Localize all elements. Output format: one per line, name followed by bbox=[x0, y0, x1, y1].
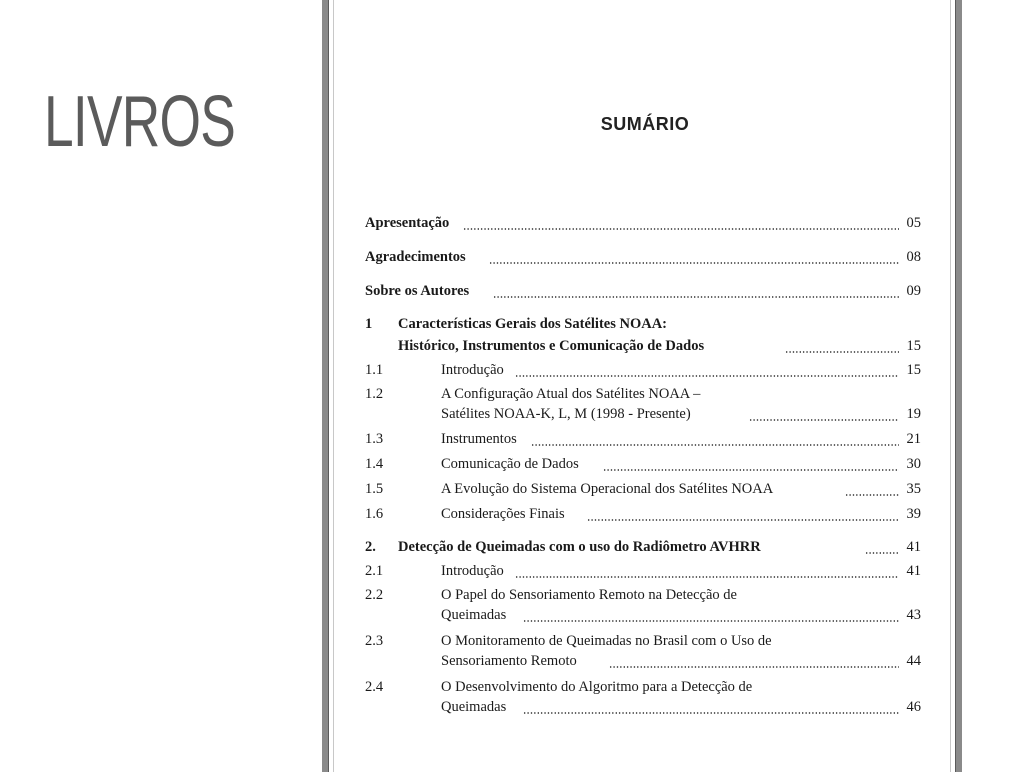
toc-page-number: 39 bbox=[904, 506, 922, 523]
toc-section-number: 1.4 bbox=[365, 456, 384, 472]
toc-entry bbox=[365, 249, 921, 269]
leader-dots bbox=[845, 494, 899, 496]
toc-page-number: 05 bbox=[904, 215, 922, 232]
toc-page-number: 08 bbox=[904, 249, 922, 266]
toc-entry-continuation bbox=[365, 653, 921, 673]
toc-section-entry bbox=[365, 587, 921, 607]
leader-dots bbox=[523, 712, 899, 714]
toc-entry-text: Histórico, Instrumentos e Comunicação de Dados bbox=[398, 338, 707, 355]
toc-entry-continuation bbox=[365, 338, 921, 358]
toc-section-entry bbox=[365, 456, 921, 476]
toc-page-number: 41 bbox=[904, 563, 922, 580]
toc-page-number: 19 bbox=[904, 406, 922, 423]
toc-section-entry bbox=[365, 481, 921, 501]
toc-entry-text: Sensoriamento Remoto bbox=[441, 653, 580, 670]
toc-entry-text: A Evolução do Sistema Operacional dos Satélites NOAA bbox=[441, 481, 776, 498]
toc-page-number: 43 bbox=[904, 607, 922, 624]
toc-entry-text: Agradecimentos bbox=[365, 249, 469, 266]
toc-entry-continuation bbox=[365, 607, 921, 627]
toc-chapter-number: 1 bbox=[365, 316, 373, 332]
toc-section-number: 1.2 bbox=[365, 386, 384, 402]
toc-section-number: 2.4 bbox=[365, 679, 384, 695]
toc-entry-text: Considerações Finais bbox=[441, 506, 568, 523]
page-heading: SUMÁRIO bbox=[600, 114, 690, 134]
toc-entry-text: Apresentação bbox=[365, 215, 452, 232]
leader-dots bbox=[609, 666, 899, 668]
toc-page-number: 35 bbox=[904, 481, 922, 498]
toc-section-entry bbox=[365, 431, 921, 451]
toc-entry-text: Queimadas bbox=[441, 699, 509, 716]
toc-entry bbox=[365, 215, 921, 235]
toc-section-number: 1.3 bbox=[365, 431, 384, 447]
toc-section-entry bbox=[365, 633, 921, 653]
toc-entry-text: Introdução bbox=[441, 563, 507, 580]
toc-page-number: 15 bbox=[904, 362, 922, 379]
toc-chapter-entry bbox=[365, 316, 921, 336]
toc-entry-text: Sobre os Autores bbox=[365, 283, 472, 300]
leader-dots bbox=[603, 469, 899, 471]
toc-page-number: 41 bbox=[904, 539, 922, 556]
leader-dots bbox=[489, 262, 899, 264]
toc-entry-text: O Papel do Sensoriamento Remoto na Detecção de bbox=[441, 587, 740, 604]
leader-dots bbox=[515, 375, 899, 377]
leader-dots bbox=[493, 296, 899, 298]
leader-dots bbox=[463, 228, 899, 230]
toc-entry-text: Satélites NOAA-K, L, M (1998 - Presente) bbox=[441, 406, 694, 423]
slide-title: LIVROS bbox=[44, 82, 235, 162]
toc-section-number: 2.2 bbox=[365, 587, 384, 603]
toc-chapter-number: 2. bbox=[365, 539, 376, 555]
leader-dots bbox=[587, 519, 899, 521]
toc-entry-text: Introdução bbox=[441, 362, 507, 379]
toc-section-number: 2.3 bbox=[365, 633, 384, 649]
leader-dots bbox=[865, 552, 899, 554]
toc-entry-text: Detecção de Queimadas com o uso do Radiômetro AVHRR bbox=[398, 539, 764, 556]
toc-section-entry bbox=[365, 679, 921, 699]
toc-section-number: 2.1 bbox=[365, 563, 384, 579]
toc-page-number: 15 bbox=[904, 338, 922, 355]
leader-dots bbox=[523, 620, 899, 622]
toc-section-number: 1.1 bbox=[365, 362, 384, 378]
toc-entry-continuation bbox=[365, 699, 921, 719]
toc-page-number: 44 bbox=[904, 653, 922, 670]
toc-entry-continuation bbox=[365, 406, 921, 426]
toc-section-entry bbox=[365, 506, 921, 526]
leader-dots bbox=[749, 419, 899, 421]
toc-entry-text: O Desenvolvimento do Algoritmo para a Detecção de bbox=[441, 679, 755, 696]
toc-section-entry bbox=[365, 563, 921, 583]
toc-page-number: 46 bbox=[904, 699, 922, 716]
toc-entry-text: Comunicação de Dados bbox=[441, 456, 582, 473]
toc-entry-text: Características Gerais dos Satélites NOAA: bbox=[398, 316, 670, 333]
toc-page-number: 30 bbox=[904, 456, 922, 473]
leader-dots bbox=[785, 351, 899, 353]
toc-section-number: 1.5 bbox=[365, 481, 384, 497]
leader-dots bbox=[531, 444, 899, 446]
toc-entry bbox=[365, 283, 921, 303]
toc-chapter-entry bbox=[365, 539, 921, 559]
toc-section-entry bbox=[365, 362, 921, 382]
leader-dots bbox=[515, 576, 899, 578]
toc-page-number: 09 bbox=[904, 283, 922, 300]
toc-entry-text: Instrumentos bbox=[441, 431, 520, 448]
toc-entry-text: O Monitoramento de Queimadas no Brasil com o Uso de bbox=[441, 633, 775, 650]
toc-entry-text: A Configuração Atual dos Satélites NOAA – bbox=[441, 386, 703, 403]
toc-section-number: 1.6 bbox=[365, 506, 384, 522]
toc-page-number: 21 bbox=[904, 431, 922, 448]
toc-section-entry bbox=[365, 386, 921, 406]
toc-entry-text: Queimadas bbox=[441, 607, 509, 624]
